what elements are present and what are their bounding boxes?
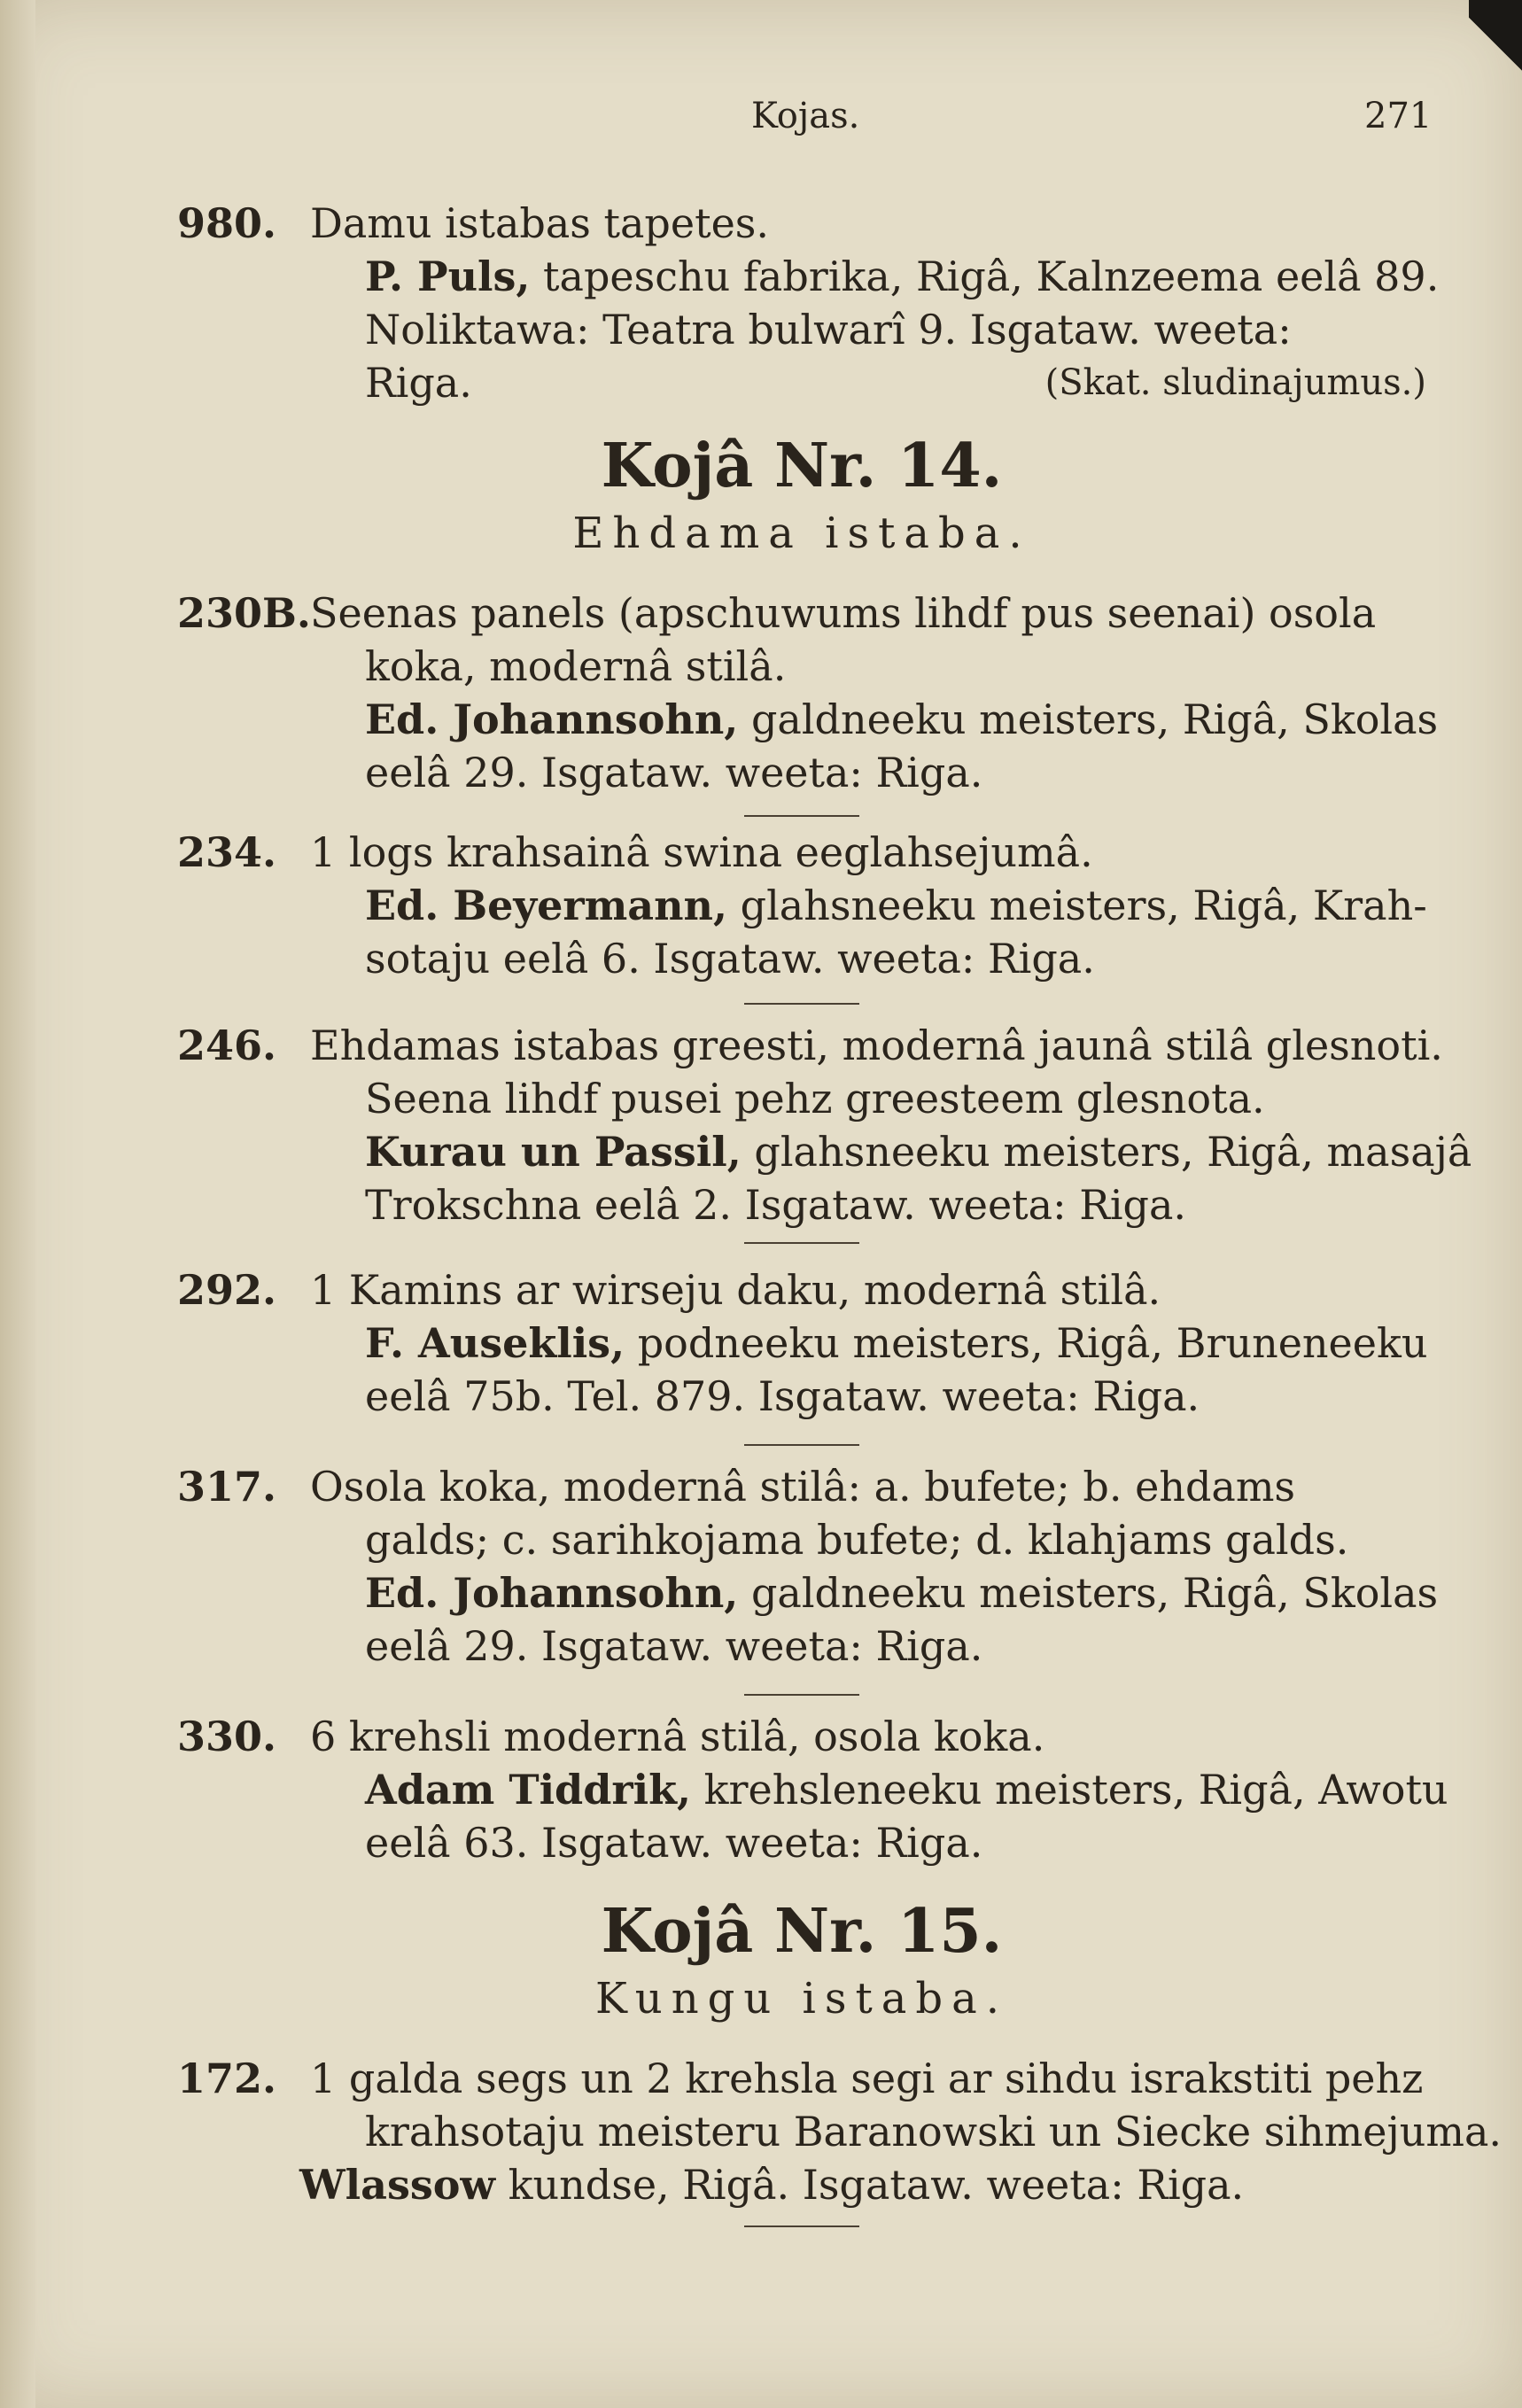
entry-text: Seena lihdf pusei pehz greesteem glesnota. [365,1075,1265,1122]
entry-text: Noliktawa: Teatra bulwarî 9. Isgataw. weeta: [365,306,1292,353]
divider [744,1694,859,1696]
entry-234 [177,826,1426,985]
entry-number: 330. [177,1713,277,1760]
entry-246 [177,1019,1472,1231]
entry-number: 980. [177,199,277,247]
running-title: Kojas. [751,96,860,136]
entry-note: (Skat. sludinajumus.) [1044,362,1426,403]
entry-text: Damu istabas tapetes. [310,199,770,247]
entry-maker: Ed. Johannsohn, galdneeku meisters, Rigâ, Skolas [365,695,1439,743]
entry-number: 230B. [177,589,311,637]
entry-text: sotaju eelâ 6. Isgataw. weeta: Riga. [365,935,1095,983]
section-15 [177,1896,1426,2025]
section-title: Kojâ Nr. 14. [601,431,1003,501]
divider [744,2225,859,2227]
divider [744,1003,859,1005]
section-subtitle: Ehdama istaba. [572,509,1031,558]
section-title: Kojâ Nr. 15. [601,1896,1003,1967]
entry-text: eelâ 75b. Tel. 879. Isgataw. weeta: Riga. [365,1372,1200,1420]
entry-number: 317. [177,1463,277,1511]
entry-292 [177,1263,1426,1423]
section-subtitle: Kungu istaba. [594,1974,1009,2023]
entry-text: 6 krehsli modernâ stilâ, osola koka. [310,1713,1045,1760]
entry-maker: P. Puls, tapeschu fabrika, Rigâ, Kalnzeema eelâ 89. [365,252,1440,300]
entry-text: 1 logs krahsainâ swina eeglahsejumâ. [310,828,1093,876]
entry-text: eelâ 29. Isgataw. weeta: Riga. [365,749,983,796]
book-gutter [0,0,35,2408]
entry-980 [177,197,1440,409]
entry-230b [177,586,1439,799]
entry-text: koka, modernâ stilâ. [365,642,787,690]
page-number: 271 [1364,96,1433,136]
entry-text: Riga. [365,359,472,407]
entry-text: eelâ 29. Isgataw. weeta: Riga. [365,1622,983,1670]
entry-maker: Wlassow kundse, Rigâ. Isgataw. weeta: Riga. [299,2161,1245,2209]
entry-number: 234. [177,828,277,876]
entry-text: 1 Kamins ar wirseju daku, modernâ stilâ. [310,1266,1161,1314]
entry-text: Osola koka, modernâ stilâ: a. bufete; b. ehdams [310,1463,1296,1511]
entry-text: eelâ 63. Isgataw. weeta: Riga. [365,1819,983,1867]
entry-text: Trokschna eelâ 2. Isgataw. weeta: Riga. [365,1181,1187,1229]
entry-text: krahsotaju meisteru Baranowski un Siecke sihmejuma. [365,2108,1503,2156]
entry-172 [177,2052,1503,2211]
entry-text: galds; c. sarihkojama bufete; d. klahjams galds. [365,1516,1349,1564]
entry-text: 1 galda segs un 2 krehsla segi ar sihdu israkstiti pehz [310,2055,1424,2102]
divider [744,1242,859,1244]
entry-maker: Kurau un Passil, glahsneeku meisters, Rigâ, masajâ [365,1128,1472,1176]
page-corner [1469,0,1522,89]
entry-maker: Ed. Johannsohn, galdneeku meisters, Rigâ, Skolas [365,1569,1439,1617]
entry-maker: Adam Tiddrik, krehsleneeku meisters, Rigâ, Awotu [365,1766,1448,1814]
entry-maker: F. Auseklis, podneeku meisters, Rigâ, Bruneneeku [365,1319,1428,1367]
entry-330 [177,1710,1448,1869]
entry-317 [177,1460,1439,1673]
entry-number: 246. [177,1021,277,1069]
entry-text: Seenas panels (apschuwums lihdf pus seenai) osola [310,589,1377,637]
entry-text: Ehdamas istabas greesti, modernâ jaunâ stilâ glesnoti. [310,1021,1443,1069]
entry-number: 292. [177,1266,277,1314]
section-14 [177,431,1426,560]
divider [744,1444,859,1446]
divider [744,815,859,817]
entry-maker: Ed. Beyermann, glahsneeku meisters, Rigâ, Krah- [365,882,1427,929]
entry-number: 172. [177,2055,277,2102]
